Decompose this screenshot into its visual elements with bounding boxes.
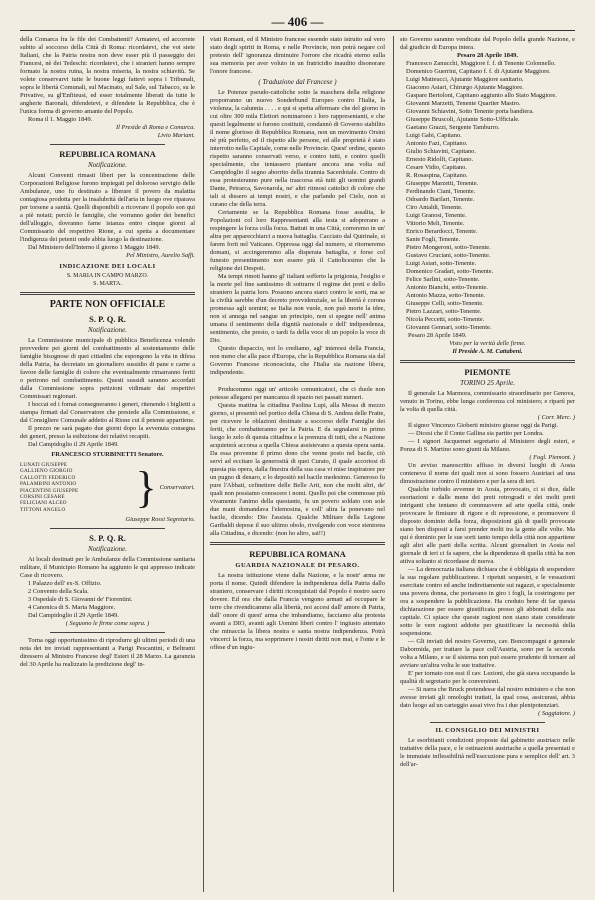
double-rule: [400, 360, 575, 363]
officer-entry: Ciro Antaldi, Tenente.: [406, 204, 463, 211]
ministry-signature: Pel Ministro, Aurelio Saffi.: [126, 252, 195, 259]
section-rule: [430, 722, 545, 723]
officer-entry: Gaetano Grazzi, Sergente Tamburro.: [406, 124, 500, 131]
section-heading: PARTE NON OFFICIALE: [49, 299, 166, 310]
locations-list: [20, 273, 195, 288]
ambulances-paragraph: Ai locali destinati per le Ambulanze della Commissione sanitaria militare, il Municipio Romano ha aggiunto le qui appresso indicate Case di ricovero.: [20, 556, 195, 580]
locations-heading: INDICAZIONE DEI LOCALI: [59, 263, 156, 270]
signatures-note: ( Seguono le firme come sopra. ): [65, 620, 150, 628]
column-3: [400, 36, 575, 892]
column-1: [20, 36, 195, 892]
location-item: S. MARIA IN CAMPO MARZO.: [66, 273, 149, 279]
officer-entry: Giacomo Asiari, Chirurgo Ajutante Maggiore.: [406, 84, 524, 91]
shelter-item: 3 Ospedale di S. Giovanni de' Fiorentini.: [28, 596, 133, 604]
column-divider: [393, 36, 394, 892]
conservator-name: CORSINI CESARE: [20, 494, 65, 501]
section-heading: REPUBBLICA ROMANA: [59, 149, 156, 159]
conservator-name: CALLOTTI FEDERICO: [20, 474, 76, 481]
news-paragraph: E' per tornato con essi il cav. Lezioni, che già stava occupando la qualità di segretario per le conversioni.: [400, 670, 575, 685]
appeal-signature-name: Livio Mariani.: [157, 132, 195, 139]
officer-entry: Giuseppe Marzetti, Tenente.: [406, 180, 479, 187]
officer-entry: R. Rosaspina, Capitano.: [406, 172, 468, 179]
secretary-signature: Giuseppe Rossi Segretario.: [125, 516, 195, 524]
conservator-name: LUNATI GIUSEPPE: [20, 462, 68, 468]
france-paragraph: Questo dispaccio, noi lo crediamo, agl' interessi della Francia, non meno che alla pace d'Europa, che la Repubblica Romana sia dal Governo Francese riconosciuta, che l'Italia sia nazione libera, indipendente.: [210, 345, 385, 376]
notification-title: Notificazione.: [87, 161, 128, 169]
shelter-item: 4 Canonica di S. Maria Maggiore.: [28, 604, 116, 612]
appeal-date: Roma il 1. Maggio 1849.: [28, 116, 93, 123]
section-rule: [240, 381, 355, 382]
officer-entry: Sante Fogli, Tenente.: [406, 236, 461, 243]
news-paragraph: — I signori Jacquemet segretario al Ministero degli esteri, e Ponza di S. Martino sono giunti da Milano.: [400, 438, 575, 453]
section-heading: REPUBBLICA ROMANA: [249, 549, 346, 559]
article-intro-paragraph: Producemmo oggi un' articolo comunicatoci, che ci duole non potesse allegarsi per mancanza di spazio nei passati numeri.: [210, 386, 385, 401]
spqr-heading: S. P. Q. R.: [89, 533, 126, 544]
price-paragraph: Il prezzo ne sarà pagato due giorni dopo la avvenuta consegna dei generi, presso la esibizione dei relativi recapiti.: [20, 425, 195, 440]
officer-entry: Ferdinando Ciani, Tenente.: [406, 188, 476, 195]
officer-entry: Domenico Guerrini, Capitano f. f. di Ajutante Maggiore.: [406, 68, 551, 75]
officer-entry: Giuseppe Bruscoli, Ajutante Sotto-Ufficiale.: [406, 116, 520, 123]
news-paragraph: Qualche torbido avvenne in Aosta, provocato, ci si dice, dalle esortazioni e dalle mene dei preti retrogradi e dei molti preti intriganti che tentano di commuovere ad arte quella città, onde provocare le fimisure di rigore e di repressione, e promuovere il disposto dominio della forza, disposizioni già di quelli provocate siano ben disposti a farsi prender molti tra la gente alle volte. Ma qui è dominio per le sue sorti tanto tempo della città non appartiene agli altri alle parti della scritta. Alcuni giornalieri in Aosta nel giornale di ieri ci fa sapere, che la dipendenza di quella città ha non attiva soltanto si ricordasse di nuova.: [400, 486, 575, 565]
appeal-signature-title: Il Preside di Roma e Comarca.: [115, 124, 195, 131]
section-rule: [50, 144, 165, 145]
news-paragraph: — Dicesi che il Conte Gallina sia partito per Londra.: [408, 430, 544, 437]
officer-entry: Nicola Peccetti, sotto-Tenente.: [406, 316, 485, 323]
subsection-heading: GUARDIA NAZIONALE DI PESARO.: [235, 562, 360, 569]
officer-entry: Domenico Gradari, sotto-Tenente.: [406, 268, 494, 275]
senator-signature: FRANCESCO STURBINETTI Senatore.: [51, 451, 164, 458]
donation-paragraph: Questa mattina la cittadina Paolina Lupi, alla Messa di mezzo giorno, si presentò nel portico della Chiesa di S. Andrea delle Fratte, per ricevere le oblazioni destinate a soccorso delle Famiglie dei feriti, che combatteranno per la Patria. E da segnalarsi in primo luogo lo zelo di questa cittadina e la premura di tutti, che a Nazione acquieterà accorsa a quella Chiesa assistevano a questa opera santa. Da essa provenne il primo dono che venne posto nel bacile, ciò servì ad eccitare la generosità di quei Curato, il quale accortosi di questa pia opera, dalla finestra della sua casa vi mise inspiratore per un pugno di denaro, e lo depositò nel bacile medesimo. Generoso fu pure l'Abbati, cefinetiere delle Belle Arti, non che molti altri, de' quali non possiamo conoscere i nomi. Quello poi che commosse più vivamente l'animo della questante, fu un povero soldato con sole due mani domandava l'elemosina, e coll' altra la ponevano nel bacile, dicendo: Dio l'assista. Qualche Militare della Legione Garibaldi depose il suo ultimo obolo, rivolgendo con voce stentorea alla Cittadina, e dicendo: (non ho altro, sai!!): [210, 402, 385, 537]
envoys-paragraph: viati Romani, ed il Ministro francese essendo stato istruito sul vero stato degli spiriti in Roma, e nelle Provincie, non potrà negare col pretesto dell' ignoranza diminuire l'orrore che ricadrà eterno sulla sua memoria per aver voluto in un fratricidio inaudito disonorare l'onore francese.: [210, 36, 385, 75]
column-divider: [203, 36, 204, 892]
conservator-name: TITTONI ANGELO: [20, 506, 66, 513]
conservators-block: [20, 462, 195, 513]
news-paragraph: — La democrazia italiana dichiara che è obbligata di sospendere la sua regolare pubblicazione. I ripetuti sequestri, e le vessazioni esercitate contro ed anche indirettamente sui ragazzi, e specialmente una povera donna, che portavano in giro i fogli, la costringono per ora a sospendere la pubblicazione. Ha creduto bene di far questa dichiarazione per essere giustificata presso gli abbonati della sua capitale. Ci spiace che queste ragioni non siano state considerate sotto le vere ragioni addotte per giustificare la necessità della sospensione.: [400, 566, 575, 637]
officer-entry: Vittorio Meli, Tenente.: [406, 220, 465, 227]
conservator-name: GALLIENO GIORGIO: [20, 468, 73, 475]
officer-entry: Pietro Mongeroni, sotto-Tenente.: [406, 244, 491, 251]
campidoglio-date: Dal Campidoglio il 29 Aprile 1849.: [28, 612, 119, 620]
news-paragraph: Le esorbitanti condizioni proposte dal gabinetto austriaco nelle trattative della pace, e le ostinazioni austriache a quella presentati e le immutate inflessibilità nell'esecuzione pura e semplice dell' art. 3 dell'ar-: [400, 737, 575, 768]
officer-entry: Ernesto Ridolfi, Capitano.: [406, 156, 474, 163]
convents-paragraph: Alcuni Conventi rimasti liberi per la concentrazione delle Corporazioni Religiose furono impiegati pel doloroso servigio delle Ambulanze, uno fu destinato a liberare il povero da malattia contagiosa prodotta per la insalubrità dell'aria in luogo ove riparava per torsene a sanità. Quelli disponibili a ricovrare il popolo son qui a piè notati; perciò le famiglie, che vorranno goder dei benefici dell'alloggio, dovranno farne istanza entro cinque giorni al Commissario del respettivo Rione, a cui spetta a documentare l'indigenza dei petenti onde abbia luogo la destinazione.: [20, 172, 195, 243]
conservators-names: [20, 462, 133, 513]
source-note: ( Corr. Merc. ): [537, 414, 575, 421]
news-paragraph: Il generale La Marmora, commissario straordinario per Genova, venuto in Torino, ebbe lunga conferenza col ministero; e ripartì per la volta di quella città.: [400, 390, 575, 413]
notification-title: Notificazione.: [87, 326, 128, 334]
verification-note: Visto per la verità delle firme.: [449, 340, 526, 347]
officer-entry: Antonio Mazza, sotto-Tenente.: [406, 292, 486, 299]
section-rule: [50, 528, 165, 529]
column-2: [210, 36, 385, 892]
brace-symbol: }: [135, 462, 157, 512]
officer-entry: Odoardo Barilari, Tenente.: [406, 196, 475, 203]
location-item: S. MARTA.: [93, 280, 122, 287]
conservators-label: Conservatori.: [159, 484, 195, 492]
page-number: — 406 —: [271, 14, 324, 29]
section-rule: [50, 632, 165, 633]
double-rule: [210, 542, 385, 545]
appeal-paragraph: della Comarca fra le file dei Combattenti? Armatevi, ed accorrete subito al soccorso della Città di Roma: ricordatevi, che voi siete Italiani, che la Patria nostra non deve esser più il passeggio dei Francesi, nè dei Tedeschi: ricordatevi, che i stranieri hanno sempre formato la nostra ruina, la nostra miseria, la nostra schiavitù. Se volete conservarvi tutte le buone leggi fattevi sopra i Tribunali, sopra le libertà Comunali, sul Macinato, sul Sale, sul Tabacco, su le Privative, su gl'Enfiteusi, ed esser totalmente liberati da tutte le angherie Baronali, difendetevi, e difendete la Repubblica, che è l'unica forma di governo amante del Popolo.: [20, 36, 195, 115]
officer-entry: Giovanni Gennari, sotto-Tenente.: [406, 324, 492, 331]
officers-list: [400, 60, 575, 332]
shelters-list: [20, 580, 195, 612]
notification-title: Notificazione.: [87, 545, 128, 554]
beneficence-paragraph: La Commissione municipale di pubblica Beneficenza volendo provvedere pei giorni del combattimento al sostentamento delle famiglie bisognose di quei cittadini che espongono la vita in difesa della Patria, ha decretato un giornaliero sussidio di pane e carne a favore delle famiglie di coloro che eventualmente rimarranno feriti o perirono nel combattimento. Questi sussidi saranno accordati dalla Commissione sopra petizioni vidimate dai respettivi Commissari regionari.: [20, 337, 195, 400]
section-heading: IL CONSIGLIO DEI MINISTRI: [435, 727, 540, 734]
conservator-name: PALAMBINI ANTONIO: [20, 481, 77, 488]
officer-entry: Pietro Lazzari, sotto-Tenente.: [406, 308, 482, 315]
source-note: ( Fogl. Piemont. ): [529, 454, 575, 461]
news-paragraph: — Gli inviati del nostro Governo, cav. Boncompagni e generale Dabormida, per trattare la pace coll'Austria, sono per la seconda volta a Milano, e se il sistema non può essere prudente di tornare ad avviare un'altra volta le sue trattative.: [400, 638, 575, 669]
officer-entry: Luigi Granosi, Tenente.: [406, 212, 467, 219]
officer-entry: Gustavo Cruciani, sotto-Tenente.: [406, 252, 491, 259]
republic-paragraph: Certamente se la Repubblica Romana fosse assalita, le Popolazioni col loro Rappresentanti alla testa si adoprerano a respingere la forza colla forza. Battuti in una Città, correremo in un' altra per apparecchiarci a nuova battaglia. Cacciato dal Quirinale, si farem forti nel Vaticano. Oppressa oggi dal numero, si ritorneremo domani, si accingeremmo alla disperata battaglia, e forse col funesto presentimento non essere più il Cattolicesimo che la religione dei Despoti.: [210, 209, 385, 272]
news-paragraph: Un avviso manoscritto affisso in diversi luoghi di Aosta conteneva il nome dei quali non si sono fossero Austriaci ad una dimostrazione contro il ministero e per la sera di ieri.: [400, 462, 575, 485]
officer-entry: Francesco Zanucchi, Maggiore f. f. di Tenente Colonnello.: [406, 60, 556, 67]
officer-entry: Luigi Matteucci, Ajutante Maggiore sanitario.: [406, 76, 524, 83]
officer-entry: Felice Sarlini, sotto-Tenente.: [406, 276, 480, 283]
header-rule: [20, 30, 575, 31]
officer-entry: Luigi Gabi, Capitano.: [406, 132, 462, 139]
pesaro-date: Pesaro 28 Aprile 1849.: [408, 332, 467, 339]
double-rule: [20, 292, 195, 295]
bakers-paragraph: I boccai ed i fornai consegneranno i generi, ritenendo i biglietti a stampa firmati dal Conservatore che presiede alla Commissione, e dal Consigliere Comunale addetto al Rione cui il petente appartiene.: [20, 401, 195, 424]
dateline: TORINO 25 Aprile.: [460, 379, 515, 387]
campidoglio-date: Dal Campidoglio il 29 Aprile 1849.: [28, 441, 119, 448]
officer-entry: Luigi Asiari, sotto-Tenente.: [406, 260, 477, 267]
officer-entry: Gaspare Bertoloni, Capitano aggiunto allo Stato Maggiore.: [406, 92, 557, 99]
spqr-heading: S. P. Q. R.: [89, 314, 126, 324]
shelter-item: 2 Convento della Scala.: [28, 588, 89, 596]
conservator-name: FELICIANI ALCEO: [20, 500, 67, 507]
officer-entry: Giovanni Marzetti, Tenente Quartier Mastro.: [406, 100, 521, 107]
news-paragraph: Il signor Vincenzo Gioberti ministro giunse oggi da Parigi.: [408, 422, 559, 429]
officer-entry: Antonio Fazi, Capitano.: [406, 140, 468, 147]
news-paragraph: — Si narra che Bruck pretendesse dal nostro ministero e che non avesse inviati gli omologhi trattati, la qual cosa, assicurasi, abbia dato luogo ad un carteggio assai vivo fra i due plenipotenziari.: [400, 686, 575, 709]
officer-entry: Giuseppe Celli, sotto-Tenente.: [406, 300, 484, 307]
guard-continued: sto Governo saranno vendicate dal Popolo della grande Nazione, e dal giudicio di Europa intera.: [400, 36, 575, 51]
powers-paragraph: Le Potenze pseudo-cattoliche sotto la maschera della religione proporranno un nuovo Sonderbund Europeo contro l'Italia, la violenza, la calunnia . . . . e qui si spetta affermare che del giorno in cui oltre 300 mila Elettori nominarono i loro rappresentanti, e che questi legalmente si furono costituiti, condannò di Governo stabilito il nome glorioso di Repubblica Romana, non un movimento Orsini nè più perfetto, ed il rispetto alle persone, ed alle proprietà è stato interrotto nella Capitale, come nelle Provincie. Quest' ordine, questo rispetto saranno conservati verso, e contro tutti, e contro quelli specialmente, che tentassero piantare ancora una volta sul Campidoglio il segno aborrito della tirannia Sacerdotale. Contro di essa protesteranno pure nella trascorsa età tutti gli uomini grandi Dante, Petrarca, Savonarola, ne' altri ritmosi cattolici di colore che tali si dissero ai tempi nostri, e che parlando pel Cielo, non si curano che della terra.: [210, 89, 385, 208]
preside-signature: Il Preside A. M. Cattabeni.: [452, 348, 523, 355]
section-heading: PIEMONTE: [464, 367, 511, 377]
officer-entry: Giovanni Schiavini, Sotto Tenente porta bandiera.: [406, 108, 534, 115]
note-paragraph: Torna oggi opportunissimo di riprodurre gli ultimi periodi di una nota dei tre inviati rappresentanti a Parigi Pescantini, e Beltrami diressero al Ministro Francese degl' Esteri il 28 Marzo. La garanzia del 30 Aprile ha realizzato la predizione degl' in-: [20, 637, 195, 669]
pesaro-date: Pesaro 28 Aprile 1849.: [457, 52, 518, 59]
officer-entry: Enrico Berardocci, Tenente.: [406, 228, 478, 235]
source-note: ( Saggiatore. ): [538, 710, 575, 717]
officer-entry: Cesare Vidio, Capitano.: [406, 164, 467, 171]
guard-paragraph: La nostra istituzione viene dalla Nazione, e la nostr' arma ne porta il nome. Quindi difendere la indipendenza della Patria dallo straniero, conservare i diritti riconquistati dal Popolo è nostro sacro dovere. Ed ora che dalla Francia vengono armati ad occupare le terre che rivendicammo alla libertà, noi accesi dall' amore di Patria, dall' onore di quest' arma che imbandiamo, facciamo alta protesta avanti a DIO, avanti agli Uomini liberi contro l' ingiusto attentato che minaccia la libera nostra e santa nostra indipendenza. Potrà vincerci la forza, ma sopprimere i nostri diritti non mai, e l'onte e le offese d'un ingiu-: [210, 572, 385, 651]
officer-entry: Antonio Bianchi, sotto-Tenente.: [406, 284, 488, 291]
ministry-date: Dal Ministero dell'Interno il giorno 1 Maggio 1849.: [28, 244, 161, 251]
officer-entry: Giulio Schiavini, Capitano.: [406, 148, 476, 155]
italians-paragraph: Ma tempi rimoti hanno gl' italiani sofferto la prigionia, l'esiglio e la morte pel fine santissimo di sottrarre il regime dei preti e dello straniero la patria loro. Possono ancora starci contro le sorti, ma se la civiltà sarebbe d'un decreto provvidenziale, se la libertà è corona promessa agli uomini; se Italia non vuole, non può morte la idee, non si annega nel sangue un principio, non si spegne nell' anima umana il sentimento della dignità nazionale e dell' indipendenza, sentimento, che presto, o tardi fa della voce di un popolo la voce di Dio.: [210, 273, 385, 344]
translation-note: ( Traduzione dal Francese ): [258, 78, 337, 86]
conservator-name: PIACENTINI GIUSEPPE: [20, 487, 79, 494]
shelter-item: 1 Palazzo dell' ex-S. Offizio.: [28, 580, 102, 588]
